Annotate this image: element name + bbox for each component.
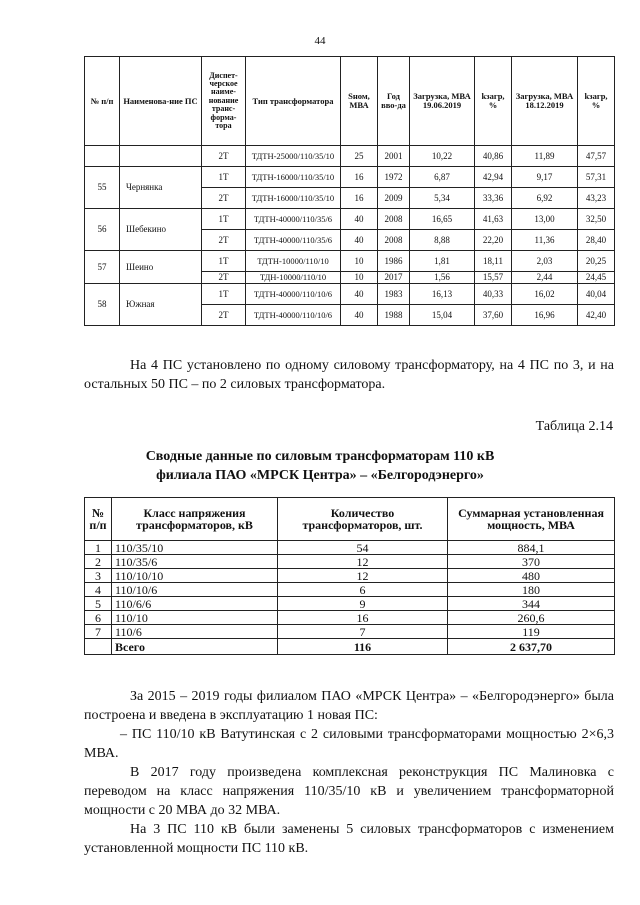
cell-k-june: 22,20 <box>475 230 512 251</box>
summary-cell-class: 110/10/10 <box>112 569 278 583</box>
cell-k-june: 40,33 <box>475 284 512 305</box>
col-header-k-dec: kзагр, % <box>578 57 615 146</box>
cell-type: ТДТН-16000/110/35/10 <box>246 167 341 188</box>
summary-cell-power: 480 <box>448 569 615 583</box>
cell-dispatch: 2Т <box>202 188 246 209</box>
cell-num: 58 <box>85 284 120 326</box>
cell-k-dec: 40,04 <box>578 284 615 305</box>
cell-k-dec: 42,40 <box>578 305 615 326</box>
summary-cell-count: 12 <box>278 555 448 569</box>
cell-type: ТДТН-40000/110/10/6 <box>246 284 341 305</box>
cell-dispatch: 1Т <box>202 284 246 305</box>
summary-row <box>85 569 615 583</box>
cell-load-dec: 13,00 <box>512 209 578 230</box>
cell-snom: 40 <box>341 230 378 251</box>
cell-load-june: 5,34 <box>410 188 475 209</box>
cell-load-june: 16,65 <box>410 209 475 230</box>
table-heading-line-2: филиала ПАО «МРСК Центра» – «Белгородэнерго» <box>156 468 484 483</box>
col-header-snom: Sном, МВА <box>341 57 378 146</box>
cell-year: 2017 <box>378 272 410 284</box>
paragraph-replacements: На 3 ПС 110 кВ были заменены 5 силовых трансформаторов с изменением установленной мощности ПС 110 кВ. <box>84 822 614 856</box>
summary-cell-class: 110/35/6 <box>112 555 278 569</box>
cell-year: 2008 <box>378 230 410 251</box>
summary-total-num <box>85 639 112 655</box>
cell-k-dec: 47,57 <box>578 146 615 167</box>
summary-cell-num: 7 <box>85 625 112 639</box>
cell-snom: 16 <box>341 167 378 188</box>
cell-year: 1988 <box>378 305 410 326</box>
cell-load-dec: 9,17 <box>512 167 578 188</box>
summary-cell-num: 6 <box>85 611 112 625</box>
cell-load-june: 10,22 <box>410 146 475 167</box>
cell-num: 56 <box>85 209 120 251</box>
cell-year: 2009 <box>378 188 410 209</box>
cell-type: ТДТН-40000/110/10/6 <box>246 305 341 326</box>
cell-load-dec: 11,36 <box>512 230 578 251</box>
table-heading <box>0 447 640 485</box>
table-row <box>85 251 615 272</box>
col-header-load-dec: Загрузка, МВА 18.12.2019 <box>512 57 578 146</box>
cell-k-june: 33,36 <box>475 188 512 209</box>
cell-load-dec: 16,02 <box>512 284 578 305</box>
table-row <box>85 146 615 167</box>
cell-snom: 40 <box>341 284 378 305</box>
table-row <box>85 167 615 188</box>
cell-num: 55 <box>85 167 120 209</box>
summary-cell-power: 180 <box>448 583 615 597</box>
cell-k-june: 40,86 <box>475 146 512 167</box>
col-header-year: Год вво-да <box>378 57 410 146</box>
summary-cell-num: 5 <box>85 597 112 611</box>
summary-col-header-power: Суммарная установленная мощность, МВА <box>448 498 615 541</box>
cell-dispatch: 1Т <box>202 209 246 230</box>
cell-k-dec: 24,45 <box>578 272 615 284</box>
cell-year: 1986 <box>378 251 410 272</box>
cell-year: 1983 <box>378 284 410 305</box>
cell-type: ТДТН-10000/110/10 <box>246 251 341 272</box>
transformer-load-table <box>84 56 615 326</box>
cell-snom: 40 <box>341 305 378 326</box>
cell-load-dec: 16,96 <box>512 305 578 326</box>
cell-load-dec: 11,89 <box>512 146 578 167</box>
page-number: 44 <box>314 35 326 47</box>
summary-cell-num: 3 <box>85 569 112 583</box>
cell-k-june: 15,57 <box>475 272 512 284</box>
cell-snom: 40 <box>341 209 378 230</box>
cell-k-dec: 32,50 <box>578 209 615 230</box>
summary-col-header-class: Класс напряжения трансформаторов, кВ <box>112 498 278 541</box>
summary-cell-class: 110/10/6 <box>112 583 278 597</box>
cell-name <box>120 146 202 167</box>
summary-cell-num: 2 <box>85 555 112 569</box>
summary-cell-num: 1 <box>85 541 112 555</box>
summary-header-row <box>85 498 615 541</box>
cell-type: ТДТН-16000/110/35/10 <box>246 188 341 209</box>
summary-cell-class: 110/6/6 <box>112 597 278 611</box>
cell-load-june: 1,56 <box>410 272 475 284</box>
cell-snom: 25 <box>341 146 378 167</box>
paragraph-transformer-count: На 4 ПС установлено по одному силовому трансформатору, на 4 ПС по 3, и на остальных 50 ПС – по 2 силовых трансформатора. <box>84 358 614 392</box>
cell-load-june: 16,13 <box>410 284 475 305</box>
cell-num <box>85 146 120 167</box>
summary-cell-count: 7 <box>278 625 448 639</box>
summary-cell-count: 12 <box>278 569 448 583</box>
col-header-k-june: kзагр, % <box>475 57 512 146</box>
cell-k-june: 42,94 <box>475 167 512 188</box>
col-header-type: Тип трансформатора <box>246 57 341 146</box>
cell-type: ТДТН-40000/110/35/6 <box>246 209 341 230</box>
summary-cell-count: 54 <box>278 541 448 555</box>
summary-cell-power: 260,6 <box>448 611 615 625</box>
summary-table <box>84 497 615 655</box>
cell-load-june: 1,81 <box>410 251 475 272</box>
cell-name: Южная <box>120 284 202 326</box>
cell-year: 1972 <box>378 167 410 188</box>
cell-load-dec: 2,44 <box>512 272 578 284</box>
summary-total-count: 116 <box>278 639 448 655</box>
cell-name: Чернянка <box>120 167 202 209</box>
cell-dispatch: 2Т <box>202 146 246 167</box>
summary-cell-power: 884,1 <box>448 541 615 555</box>
paragraph-new-substations: За 2015 – 2019 годы филиалом ПАО «МРСК Центра» – «Белгородэнерго» была построена и введена в эксплуатацию 1 новая ПС: <box>84 689 614 723</box>
table-row <box>85 209 615 230</box>
table-caption: Таблица 2.14 <box>535 419 613 434</box>
cell-load-june: 6,87 <box>410 167 475 188</box>
table-row <box>85 284 615 305</box>
summary-total-power: 2 637,70 <box>448 639 615 655</box>
col-header-dispatch: Диспет-черское наиме-нование транс-форма-тора <box>202 57 246 146</box>
summary-col-header-num: № п/п <box>85 498 112 541</box>
cell-load-june: 8,88 <box>410 230 475 251</box>
summary-row <box>85 583 615 597</box>
cell-load-june: 15,04 <box>410 305 475 326</box>
summary-cell-count: 6 <box>278 583 448 597</box>
cell-k-june: 41,63 <box>475 209 512 230</box>
cell-load-dec: 6,92 <box>512 188 578 209</box>
cell-k-june: 37,60 <box>475 305 512 326</box>
summary-cell-power: 370 <box>448 555 615 569</box>
cell-year: 2008 <box>378 209 410 230</box>
cell-snom: 16 <box>341 188 378 209</box>
cell-type: ТДТН-40000/110/35/6 <box>246 230 341 251</box>
cell-dispatch: 2Т <box>202 230 246 251</box>
summary-cell-class: 110/35/10 <box>112 541 278 555</box>
paragraph-malinovka: В 2017 году произведена комплексная реконструкция ПС Малиновка с переводом на класс напряжения 110/35/10 кВ и увеличением трансформаторной мощности с 20 МВА до 32 МВА. <box>84 765 614 818</box>
cell-dispatch: 1Т <box>202 167 246 188</box>
cell-year: 2001 <box>378 146 410 167</box>
cell-load-dec: 2,03 <box>512 251 578 272</box>
cell-k-dec: 28,40 <box>578 230 615 251</box>
col-header-num: № п/п <box>85 57 120 146</box>
summary-row <box>85 555 615 569</box>
table-heading-line-1: Сводные данные по силовым трансформаторам 110 кВ <box>145 449 495 464</box>
cell-type: ТДН-10000/110/10 <box>246 272 341 284</box>
cell-snom: 10 <box>341 251 378 272</box>
summary-total-label: Всего <box>112 639 278 655</box>
summary-cell-power: 344 <box>448 597 615 611</box>
summary-row <box>85 611 615 625</box>
cell-num: 57 <box>85 251 120 284</box>
cell-dispatch: 2Т <box>202 272 246 284</box>
cell-k-dec: 57,31 <box>578 167 615 188</box>
cell-snom: 10 <box>341 272 378 284</box>
cell-dispatch: 1Т <box>202 251 246 272</box>
cell-dispatch: 2Т <box>202 305 246 326</box>
summary-cell-count: 9 <box>278 597 448 611</box>
summary-cell-class: 110/10 <box>112 611 278 625</box>
col-header-name: Наименова-ние ПС <box>120 57 202 146</box>
cell-name: Шебекино <box>120 209 202 251</box>
table-header-row <box>85 57 615 146</box>
summary-cell-num: 4 <box>85 583 112 597</box>
cell-name: Шеино <box>120 251 202 284</box>
summary-cell-power: 119 <box>448 625 615 639</box>
summary-cell-count: 16 <box>278 611 448 625</box>
summary-cell-class: 110/6 <box>112 625 278 639</box>
col-header-load-june: Загрузка, МВА 19.06.2019 <box>410 57 475 146</box>
cell-k-dec: 20,25 <box>578 251 615 272</box>
summary-row <box>85 597 615 611</box>
cell-type: ТДТН-25000/110/35/10 <box>246 146 341 167</box>
summary-row <box>85 541 615 555</box>
cell-k-dec: 43,23 <box>578 188 615 209</box>
paragraph-vatutinskaya: – ПС 110/10 кВ Ватутинская с 2 силовыми трансформаторами мощностью 2×6,3 МВА. <box>84 727 614 761</box>
cell-k-june: 18,11 <box>475 251 512 272</box>
summary-col-header-count: Количество трансформаторов, шт. <box>278 498 448 541</box>
summary-row <box>85 625 615 639</box>
summary-total-row <box>85 639 615 655</box>
